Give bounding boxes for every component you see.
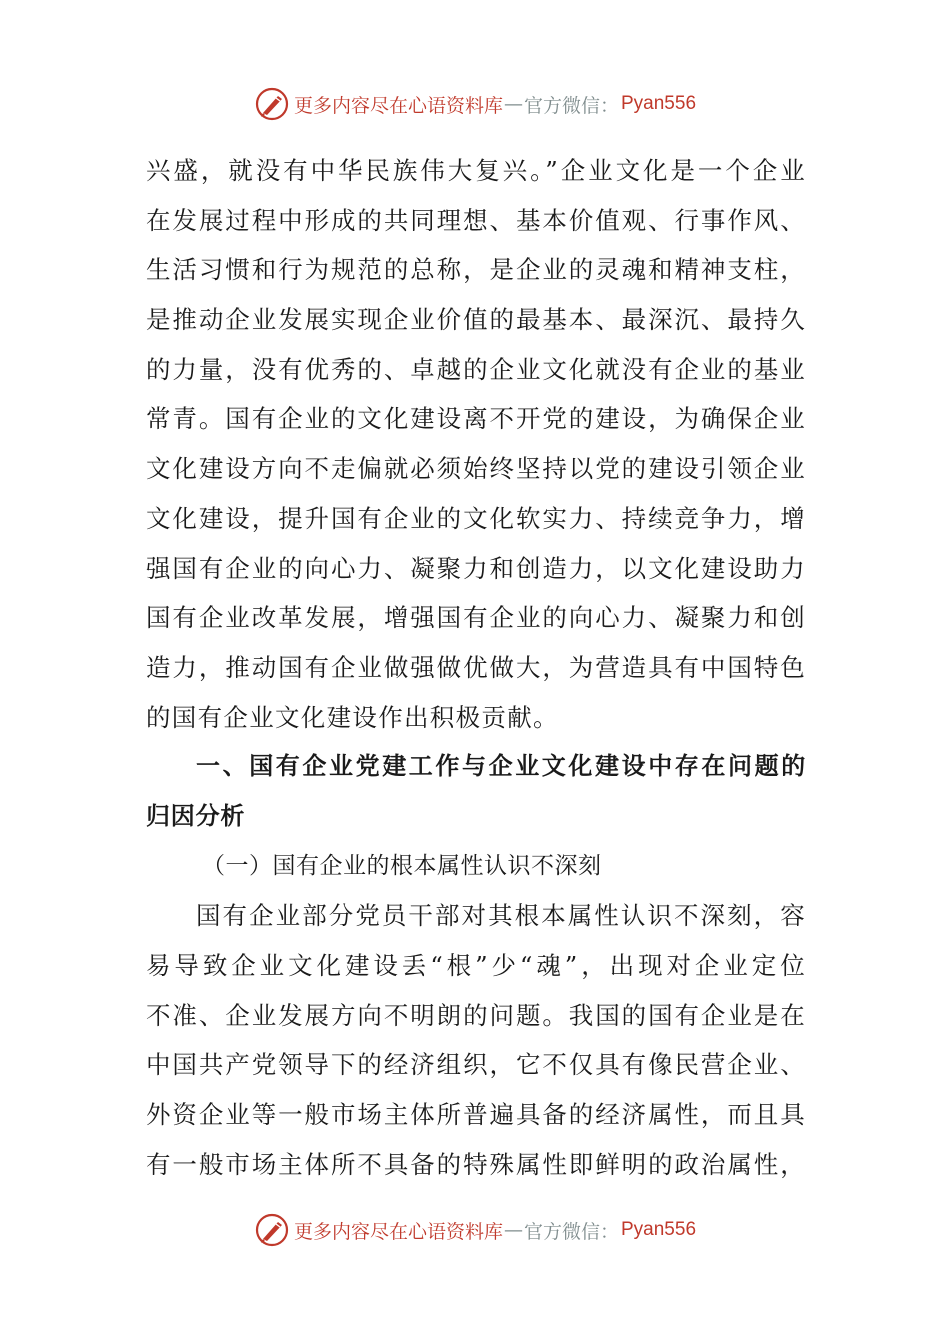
footer-banner [0,1210,950,1250]
body-line: 的力量，没有优秀的、卓越的企业文化就没有企业的基业 [146,354,806,384]
banner-wechat-handle: Pyan556 [621,1219,697,1240]
body-line: 外资企业等一般市场主体所普遍具备的经济属性，而且具 [146,1100,806,1130]
body-line: 兴盛，就没有中华民族伟大复兴。”企业文化是一个企业 [146,156,806,185]
pen-logo-icon [254,1212,290,1248]
body-line: 强国有企业的向心力、凝聚力和创造力，以文化建设助力 [146,553,806,583]
body-line: 中国共产党领导下的经济组织，它不仅具有像民营企业、 [146,1050,806,1080]
body-line: 易导致企业文化建设丢“根”少“魂”，出现对企业定位 [146,951,806,980]
body-line: 的国有企业文化建设作出积极贡献。 [146,702,559,732]
section-heading: 一、国有企业党建工作与企业文化建设中存在问题的 [196,752,806,781]
banner-wechat-label: 官方微信： [523,1220,619,1243]
body-line: 国有企业部分党员干部对其根本属性认识不深刻，容 [196,901,806,931]
document-body [146,146,806,1189]
body-line: 生活习惯和行为规范的总称，是企业的灵魂和精神支柱， [146,255,806,285]
pen-logo-icon [254,86,290,122]
banner-main-text: 更多内容尽在心语资料库 [293,1220,503,1243]
body-line: 常青。国有企业的文化建设离不开党的建设，为确保企业 [146,404,806,434]
body-line: 是推动企业发展实现企业价值的最基本、最深沉、最持久 [146,305,806,335]
body-line: 有一般市场主体所不具备的特殊属性即鲜明的政治属性， [146,1149,806,1179]
banner-wechat-label: 官方微信： [523,94,619,117]
header-banner [0,84,950,124]
body-line: 文化建设，提升国有企业的文化软实力、持续竞争力，增 [146,503,806,533]
body-line: 造力，推动国有企业做强做优做大，为营造具有中国特色 [146,652,806,682]
banner-main-text: 更多内容尽在心语资料库 [293,94,503,117]
banner-separator: — [503,1219,523,1241]
body-line: 文化建设方向不走偏就必须始终坚持以党的建设引领企业 [146,454,806,484]
body-line: 国有企业改革发展，增强国有企业的向心力、凝聚力和创 [146,603,806,633]
banner-separator: — [503,93,523,115]
banner-wechat-handle: Pyan556 [621,93,697,114]
body-line: 在发展过程中形成的共同理想、基本价值观、行事作风、 [146,205,806,235]
section-heading-continued: 归因分析 [146,801,246,830]
body-line: 不准、企业发展方向不明朗的问题。我国的国有企业是在 [146,1000,806,1030]
subsection-heading: （一）国有企业的根本属性认识不深刻 [202,852,602,879]
